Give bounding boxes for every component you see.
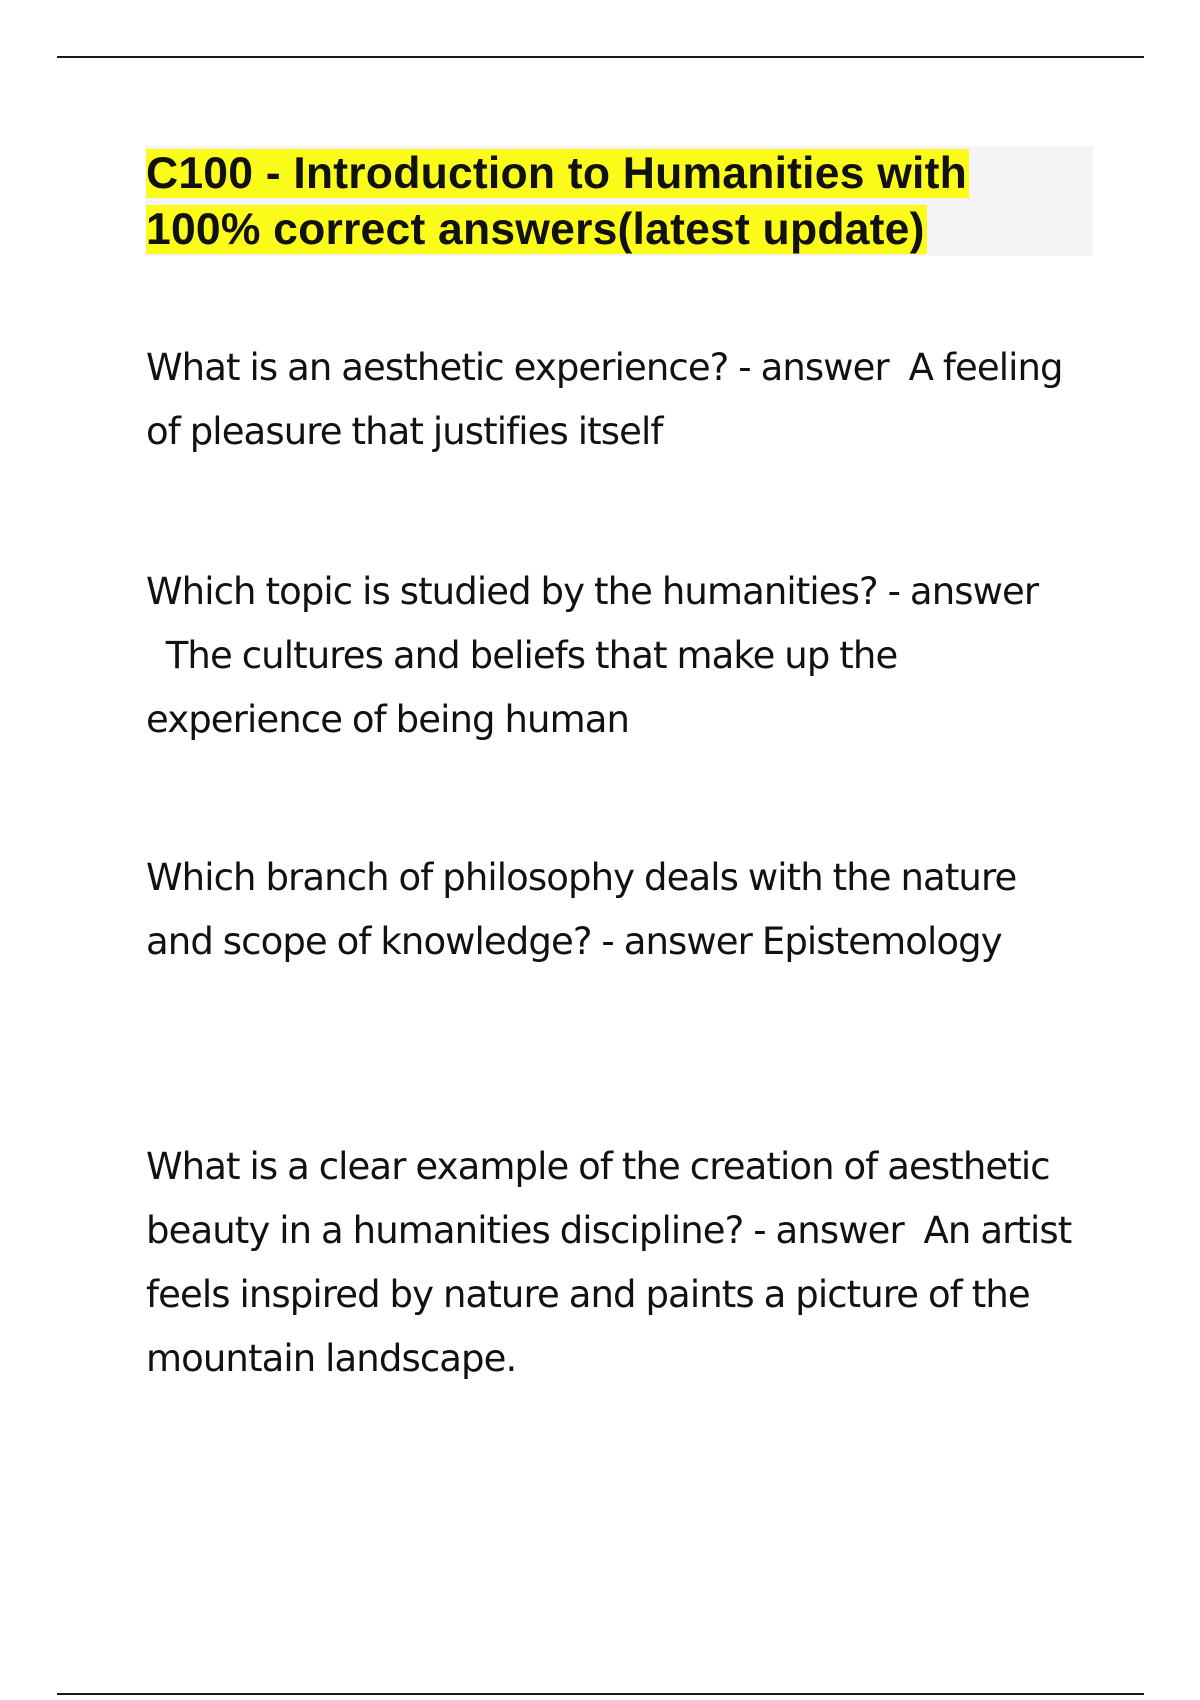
- top-divider: [57, 56, 1144, 58]
- question-text: Which topic is studied by the humanities? - answer: [146, 570, 1039, 613]
- question-text: What is a clear example of the creation of aesthetic beauty in a humanities discipline? - answer: [146, 1145, 1050, 1252]
- qa-item: [146, 846, 1076, 974]
- title-block: [146, 146, 1093, 256]
- answer-text: An artist feels inspired by nature and paints a picture of the mountain landscape.: [146, 1209, 1072, 1380]
- qa-item: [146, 336, 1076, 464]
- document-title: [146, 146, 1093, 258]
- title-highlight: C100 - Introduction to Humanities with 100% correct answers(latest update): [146, 149, 967, 254]
- question-text: Which branch of philosophy deals with the nature and scope of knowledge? - answer: [146, 856, 1017, 963]
- answer-text: The cultures and beliefs that make up the experience of being human: [146, 634, 898, 741]
- bottom-divider: [57, 1693, 1144, 1695]
- question-text: What is an aesthetic experience? - answer: [146, 346, 889, 389]
- answer-text: Epistemology: [761, 920, 1002, 963]
- answer-text: A feeling of pleasure that justifies itself: [146, 346, 1063, 453]
- qa-item: [146, 1135, 1076, 1391]
- qa-item: [146, 560, 1076, 752]
